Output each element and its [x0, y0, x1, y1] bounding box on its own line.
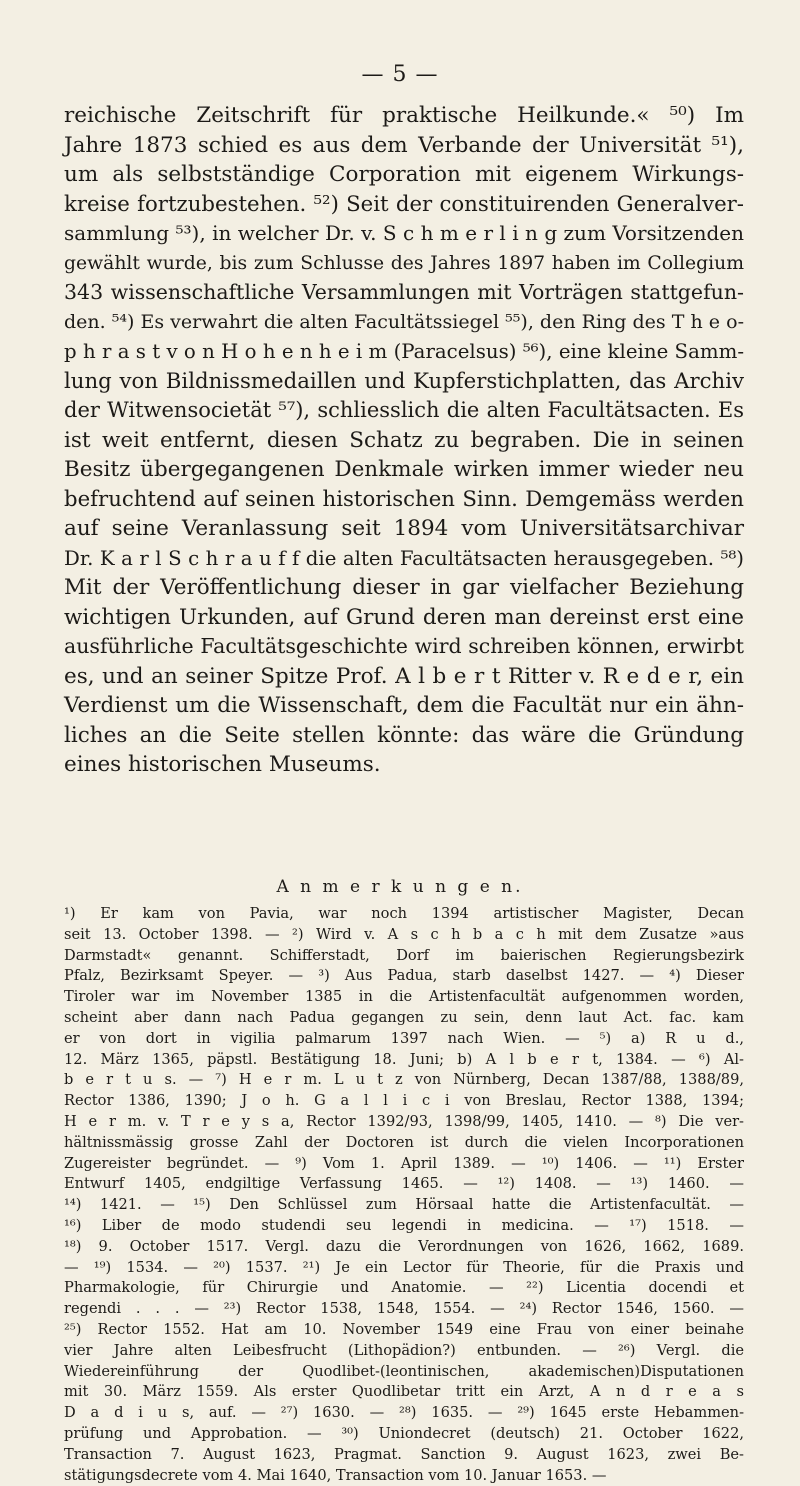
body-line: p h r a s t v o n H o h e n h e i m (Paracelsus) ⁵⁶), eine kleine Samm- — [64, 340, 744, 363]
page-number: — 5 — — [361, 62, 439, 87]
footnote-line: Wiedereinführung der Quodlibet-(leontinischen, akademischen)Disputationen — [64, 1362, 744, 1380]
body-line: sammlung ⁵³), in welcher Dr. v. S c h m e r l i n g zum Vorsitzenden — [64, 221, 744, 245]
footnote-line: prüfung und Approbation. — ³⁰) Uniondecret (deutsch) 21. October 1622, — [64, 1424, 744, 1442]
footnote-line: er von dort in vigilia palmarum 1397 nach Wien. — ⁵) a) R u d., — [64, 1029, 744, 1047]
footnote-line: Pfalz, Bezirksamt Speyer. — ³) Aus Padua, starb daselbst 1427. — ⁴) Dieser — [64, 967, 744, 985]
body-line: Besitz übergegangenen Denkmale wirken immer wieder neu — [64, 457, 744, 482]
body-line: Mit der Veröffentlichung dieser in gar vielfacher Beziehung — [64, 575, 744, 600]
body-line: Jahre 1873 schied es aus dem Verbande der Universität ⁵¹), — [64, 132, 744, 158]
footnote-line: hältnissmässig grosse Zahl der Doctoren ist durch die vielen Incorporationen — [64, 1133, 744, 1151]
body-line: der Witwensocietät ⁵⁷), schliesslich die alten Facultätsacten. Es — [64, 398, 744, 422]
footnote-line: ²⁵) Rector 1552. Hat am 10. November 1549 eine Frau von einer beinahe — [64, 1320, 744, 1338]
body-line: liches an die Seite stellen könnte: das wäre die Gründung — [64, 722, 744, 748]
body-line: lung von Bildnissmedaillen und Kupferstichplatten, das Archiv — [64, 368, 744, 394]
body-line: gewählt wurde, bis zum Schlusse des Jahres 1897 haben im Collegium — [64, 252, 744, 274]
footnote-line: 12. März 1365, päpstl. Bestätigung 18. Juni; b) A l b e r t, 1384. — ⁶) Al- — [64, 1050, 744, 1068]
footnote-line: ¹⁴) 1421. — ¹⁵) Den Schlüssel zum Hörsaal hatte die Artistenfacultät. — — [64, 1196, 744, 1214]
footnote-line: seit 13. October 1398. — ²) Wird v. A s c h b a c h mit dem Zusatze »aus — [64, 925, 744, 943]
footnote-line: Tiroler war im November 1385 in die Artistenfacultät aufgenommen worden, — [64, 988, 744, 1006]
body-line: 343 wissenschaftliche Versammlungen mit Vorträgen stattgefun- — [64, 280, 744, 304]
footnote-line: stätigungsdecrete vom 4. Mai 1640, Transaction vom 10. Januar 1653. — — [64, 1466, 607, 1484]
footnote-line: — ¹⁹) 1534. — ²⁰) 1537. ²¹) Je ein Lector für Theorie, für die Praxis und — [64, 1258, 744, 1276]
body-line: eines historischen Museums. — [64, 752, 381, 777]
footnote-line: Entwurf 1405, endgiltige Verfassung 1465. — ¹²) 1408. — ¹³) 1460. — — [64, 1175, 744, 1193]
footnote-line: H e r m. v. T r e y s a, Rector 1392/93, 1398/99, 1405, 1410. — ⁸) Die ver- — [64, 1112, 744, 1130]
body-line: befruchtend auf seinen historischen Sinn. Demgemäss werden — [64, 486, 744, 512]
footnote-line: D a d i u s, auf. — ²⁷) 1630. — ²⁸) 1635. — ²⁹) 1645 erste Hebammen- — [64, 1404, 744, 1422]
body-line: wichtigen Urkunden, auf Grund deren man dereinst erst eine — [64, 604, 744, 630]
body-line: kreise fortzubestehen. ⁵²) Seit der constituirenden Generalver- — [64, 191, 744, 217]
body-line: den. ⁵⁴) Es verwahrt die alten Facultätssiegel ⁵⁵), den Ring des T h e o- — [64, 310, 744, 333]
footnote-line: ¹) Er kam von Pavia, war noch 1394 artistischer Magister, Decan — [64, 905, 744, 922]
footnote-line: ¹⁸) 9. October 1517. Vergl. dazu die Verordnungen von 1626, 1662, 1689. — [64, 1237, 744, 1255]
body-line: Verdienst um die Wissenschaft, dem die Facultät nur ein ähn- — [64, 693, 744, 718]
body-text — [64, 101, 744, 780]
footnote-line: mit 30. März 1559. Als erster Quodlibetar tritt ein Arzt, A n d r e a s — [64, 1383, 744, 1401]
footnote-line: Pharmakologie, für Chirurgie und Anatomie. — ²²) Licentia docendi et — [64, 1279, 744, 1297]
body-line: um als selbstständige Corporation mit eigenem Wirkungs- — [64, 162, 744, 187]
body-line: es, und an seiner Spitze Prof. A l b e r t Ritter v. R e d e r, ein — [64, 663, 744, 689]
footnote-line: vier Jahre alten Leibesfrucht (Lithopädion?) entbunden. — ²⁶) Vergl. die — [64, 1341, 744, 1359]
notes-heading: A n m e r k u n g e n. — [276, 877, 524, 897]
footnote-line: scheint aber dann nach Padua gegangen zu sein, denn laut Act. fac. kam — [64, 1008, 744, 1026]
body-line: ist weit entfernt, diesen Schatz zu begraben. Die in seinen — [64, 427, 744, 453]
body-line: reichische Zeitschrift für praktische Heilkunde.« ⁵⁰) Im — [64, 103, 744, 128]
footnote-line: Transaction 7. August 1623, Pragmat. Sanction 9. August 1623, zwei Be- — [64, 1445, 744, 1463]
footnote-line: regendi . . . — ²³) Rector 1538, 1548, 1554. — ²⁴) Rector 1546, 1560. — — [64, 1300, 744, 1318]
footnote-line: Darmstadt« genannt. Schifferstadt, Dorf im baierischen Regierungsbezirk — [64, 946, 744, 964]
body-line: ausführliche Facultätsgeschichte wird schreiben können, erwirbt — [64, 634, 744, 658]
footnote-line: ¹⁶) Liber de modo studendi seu legendi in medicina. — ¹⁷) 1518. — — [64, 1216, 744, 1234]
footnote-line: Zugereister begründet. — ⁹) Vom 1. April 1389. — ¹⁰) 1406. — ¹¹) Erster — [64, 1154, 744, 1172]
footnote-line: b e r t u s. — ⁷) H e r m. L u t z von Nürnberg, Decan 1387/88, 1388/89, — [64, 1071, 744, 1089]
body-line: auf seine Veranlassung seit 1894 vom Universitätsarchivar — [64, 516, 744, 541]
footnote-line: Rector 1386, 1390; J o h. G a l l i c i von Breslau, Rector 1388, 1394; — [64, 1092, 744, 1110]
footnotes — [64, 904, 744, 1486]
body-line: Dr. K a r l S c h r a u f f die alten Facultätsacten herausgegeben. ⁵⁸) — [64, 546, 744, 570]
